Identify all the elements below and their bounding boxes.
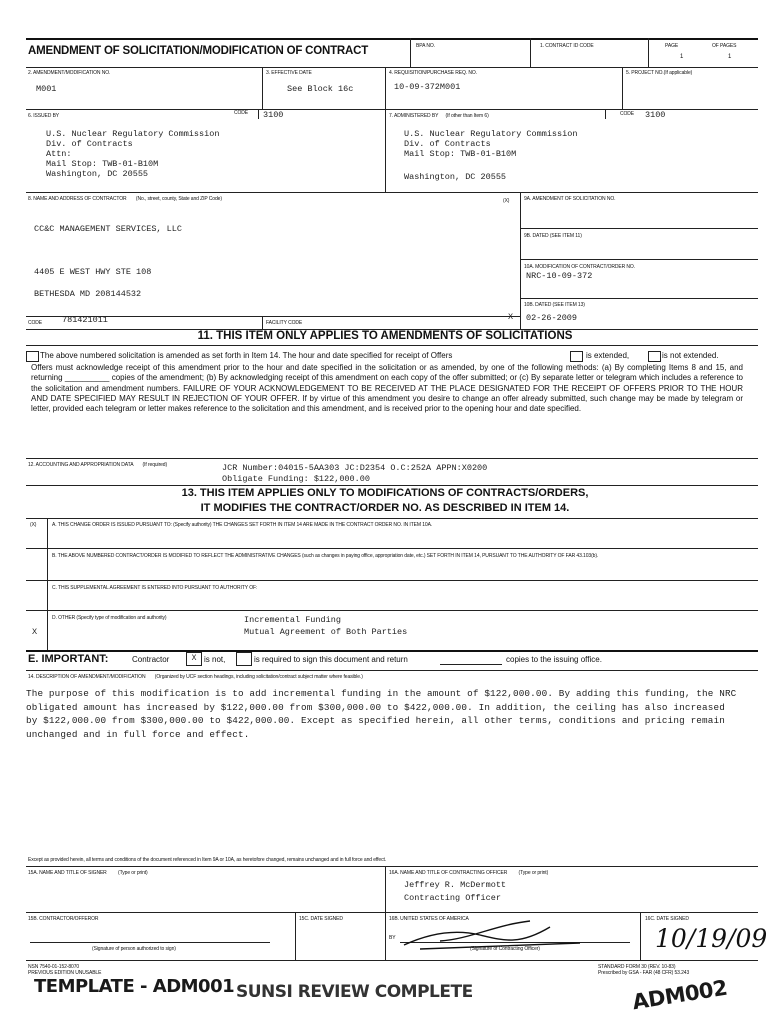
item-10b-value: 02-26-2009 xyxy=(526,313,578,323)
project-no-label: 5. PROJECT NO.(If applicable) xyxy=(626,70,693,76)
administered-by-address xyxy=(404,129,577,182)
address-line: Washington, DC 20555 xyxy=(404,172,507,182)
item-10a-value: NRC-10-09-372 xyxy=(526,271,593,281)
accounting-line-1: JCR Number:04015-5AA303 JC:D2354 O.C:252A APPN:X0200 xyxy=(222,463,488,473)
section-13-check-label: (X) xyxy=(30,522,37,528)
admin-code-label: CODE xyxy=(620,111,635,117)
contractor-label-text: 8. NAME AND ADDRESS OF CONTRACTOR xyxy=(28,196,127,202)
address-line xyxy=(404,159,577,169)
address-line: Attn: xyxy=(46,149,72,159)
officer-label xyxy=(389,870,548,876)
requisition-label: 4. REQUISITION/PURCHASE REQ. NO. xyxy=(389,70,477,76)
description-label xyxy=(28,674,363,680)
section-13-d: D. OTHER (Specify type of modification and authority) xyxy=(52,615,167,621)
facility-code-label: FACILITY CODE xyxy=(266,320,303,326)
address-line: Washington, DC 20555 xyxy=(46,169,149,179)
address-line: U.S. Nuclear Regulatory Commission xyxy=(46,129,220,139)
admin-code-value: 3100 xyxy=(645,110,666,120)
address-line: U.S. Nuclear Regulatory Commission xyxy=(404,129,578,139)
sunsi-stamp: SUNSI REVIEW COMPLETE xyxy=(236,982,473,1002)
is-not-checkbox[interactable]: X xyxy=(186,652,202,666)
contractor-offeror-label: 15B. CONTRACTOR/OFFEROR xyxy=(28,916,99,922)
is-extended-label: is extended, xyxy=(586,351,630,360)
amendment-no-label: 2. AMENDMENT/MODIFICATION NO. xyxy=(28,70,111,76)
date-signed-16c-label: 16C. DATE SIGNED xyxy=(645,916,689,922)
bpa-label: BPA NO. xyxy=(416,43,435,49)
page-label: PAGE xyxy=(665,43,679,49)
page-value: 1 xyxy=(680,54,684,60)
signer-label xyxy=(28,870,148,876)
issued-code-value: 3100 xyxy=(263,110,284,120)
address-line: Div. of Contracts xyxy=(404,139,491,149)
officer-label-text: 16A. NAME AND TITLE OF CONTRACTING OFFICER xyxy=(389,870,508,876)
requisition-value: 10-09-372M001 xyxy=(394,82,461,92)
important-contractor: Contractor xyxy=(132,655,170,664)
section-13-d-value-2: Mutual Agreement of Both Parties xyxy=(244,627,408,637)
item-10-check: X xyxy=(508,312,514,322)
is-not-extended-checkbox[interactable] xyxy=(648,351,661,362)
description-label-note: (Organized by UCF section headings, including solicitation/contract subject matter where feasible.) xyxy=(154,674,363,680)
contractor-label xyxy=(28,196,222,202)
contractor-code-label: CODE xyxy=(28,320,43,326)
by-label: BY xyxy=(389,935,396,941)
issued-by-address xyxy=(46,129,219,179)
officer-label-note: (Type or print) xyxy=(518,870,549,876)
administered-by-note: (If other than Item 6) xyxy=(445,113,489,119)
section-11-paragraph: Offers must acknowledge receipt of this amendment prior to the hour and date specified in the solicitation or as amended, by one of the following methods: (a) By completing Items 8 and 15, and returning __________ copies of the amendment; (b) By acknowledging receipt of this amendment on each copy of the offer submitted; or (c) By separate letter or telegram which includes a reference to the solicitation and amendment numbers. FAILURE OF YOUR ACKNOWLEDGEMENT TO BE RECEIVED AT THE PLACE DESIGNATED FOR THE RECEIPT OF OFFERS PRIOR TO THE HOUR AND DATE SPECIFIED MAY RESULT IN REJECTION OF YOUR OFFER. If by virtue of this amendment you desire to change an offer already submitted, such change may be made by telegram or letter, provided each telegram or letter makes reference to the solicitation and this amendment, and is received prior to the opening hour and date specified. xyxy=(31,363,743,414)
check-9a-label: (X) xyxy=(503,198,510,204)
administered-by-label-text: 7. ADMINISTERED BY xyxy=(389,113,439,119)
important-rest: is required to sign this document and return xyxy=(254,655,408,664)
section-13-a: A. THIS CHANGE ORDER IS ISSUED PURSUANT TO: (Specify authority) THE CHANGES SET FORTH IN ITEM 14 ARE MADE IN THE CONTRACT ORDER NO. IN ITEM 10A. xyxy=(52,522,433,528)
officer-name: Jeffrey R. McDermott xyxy=(404,880,507,890)
section-13-title-2: IT MODIFIES THE CONTRACT/ORDER NO. AS DESCRIBED IN ITEM 14. xyxy=(200,502,570,514)
item-9a-label: 9A. AMENDMENT OF SOLICITATION NO. xyxy=(524,196,616,202)
officer-signature xyxy=(400,915,600,955)
is-not-extended-label: is not extended. xyxy=(662,351,719,360)
issued-by-label: 6. ISSUED BY xyxy=(28,113,60,119)
accounting-line-2: Obligate Funding: $122,000.00 xyxy=(222,474,370,484)
description-body: The purpose of this modification is to add incremental funding in the amount of $122,000.00. By adding this funding, the NRC obligated amount has increased by $122,000.00 from $300,000.00 to $422,000.00. In addition, the ceiling has also increased by $122,000.00 from $300,000.00 to $422,000.00. Except as specified herein, all other terms, conditions and pricing remain unchanged and in full force and effect. xyxy=(26,688,737,740)
description-label-text: 14. DESCRIPTION OF AMENDMENT/MODIFICATION xyxy=(28,674,146,680)
date-signed-15c-label: 15C. DATE SIGNED xyxy=(299,916,343,922)
previous-edition: PREVIOUS EDITION UNUSABLE xyxy=(28,970,102,976)
form-title: AMENDMENT OF SOLICITATION/MODIFICATION OF CONTRACT xyxy=(28,45,369,57)
administered-by-label xyxy=(389,113,489,119)
address-line: Mail Stop: TWB-01-B10M xyxy=(46,159,159,169)
address-line: Mail Stop: TWB-01-B10M xyxy=(404,149,517,159)
contractor-city: BETHESDA MD 208144532 xyxy=(34,289,142,299)
solicitation-amended-checkbox[interactable] xyxy=(26,351,39,362)
officer-signature-caption: (Signature of Contracting Officer) xyxy=(470,946,540,952)
item-10a-label: 10A. MODIFICATION OF CONTRACT/ORDER NO. xyxy=(524,264,636,270)
accounting-label xyxy=(28,462,167,468)
adm-stamp: ADM002 xyxy=(630,975,729,1015)
section-13-c: C. THIS SUPPLEMENTAL AGREEMENT IS ENTERED INTO PURSUANT TO AUTHORITY OF: xyxy=(52,585,258,591)
section-11-line1: The above numbered solicitation is amended as set forth in Item 14. The hour and date specified for receipt of Offers xyxy=(40,351,453,360)
item-10b-label: 10B. DATED (SEE ITEM 13) xyxy=(524,302,585,308)
of-pages-label: OF PAGES xyxy=(712,43,737,49)
usa-label: 16B. UNITED STATES OF AMERICA xyxy=(389,916,469,922)
section-11-title: 11. THIS ITEM ONLY APPLIES TO AMENDMENTS OF SOLICITATIONS xyxy=(197,330,573,342)
section-13-d-check: X xyxy=(32,627,38,637)
effective-date-label: 3. EFFECTIVE DATE xyxy=(266,70,312,76)
of-pages-value: 1 xyxy=(728,54,732,60)
is-extended-checkbox[interactable] xyxy=(570,351,583,362)
accounting-label-note: (If required) xyxy=(142,462,168,468)
signer-label-text: 15A. NAME AND TITLE OF SIGNER xyxy=(28,870,107,876)
signer-label-note: (Type or print) xyxy=(118,870,148,876)
accounting-label-text: 12. ACCOUNTING AND APPROPRIATION DATA xyxy=(28,462,134,468)
nsn-number: NSN 7540-01-152-8070 xyxy=(28,964,80,970)
section-13-d-value-1: Incremental Funding xyxy=(244,615,341,625)
important-is-not: is not, xyxy=(204,655,226,664)
important-label: E. IMPORTANT: xyxy=(28,653,109,665)
description-footer: Except as provided herein, all terms and conditions of the document referenced in Item 9A or 10A, as heretofore changed, remains unchanged and in full force and effect. xyxy=(28,857,387,863)
important-copies: copies to the issuing office. xyxy=(506,655,602,664)
address-line: Div. of Contracts xyxy=(46,139,133,149)
effective-date-value: See Block 16c xyxy=(287,84,354,94)
officer-title: Contracting Officer xyxy=(404,893,501,903)
contractor-code-value: 781421011 xyxy=(62,315,108,325)
contractor-signature-caption: (Signature of person authorized to sign) xyxy=(92,946,176,952)
amendment-no-value: M001 xyxy=(36,84,57,94)
template-stamp: TEMPLATE - ADM001 xyxy=(34,976,235,997)
contractor-name: CC&C MANAGEMENT SERVICES, LLC xyxy=(34,224,182,234)
prescribed-by: Prescribed by GSA - FAR (48 CFR) 53.243 xyxy=(598,970,690,976)
item-9b-label: 9B. DATED (SEE ITEM 11) xyxy=(524,233,582,239)
is-required-checkbox[interactable] xyxy=(236,652,252,666)
contract-id-label: 1. CONTRACT ID CODE xyxy=(540,43,594,49)
handwritten-date: 10/19/09 xyxy=(655,924,768,953)
section-13-b: B. THE ABOVE NUMBERED CONTRACT/ORDER IS MODIFIED TO REFLECT THE ADMINISTRATIVE CHANGES (such as changes in paying office, appropriation date, etc.) SET FORTH IN ITEM 14, PURSUANT TO THE AUTHORITY OF FAR 43.103(b). xyxy=(52,553,599,559)
contractor-street: 4405 E WEST HWY STE 108 xyxy=(34,267,152,277)
contractor-label-note: (No., street, county, State and ZIP Code) xyxy=(135,196,222,202)
issued-code-label: CODE xyxy=(234,110,249,116)
section-13-title-1: 13. THIS ITEM APPLIES ONLY TO MODIFICATIONS OF CONTRACTS/ORDERS, xyxy=(181,487,589,499)
standard-form: STANDARD FORM 30 (REV. 10-83) xyxy=(598,964,676,970)
